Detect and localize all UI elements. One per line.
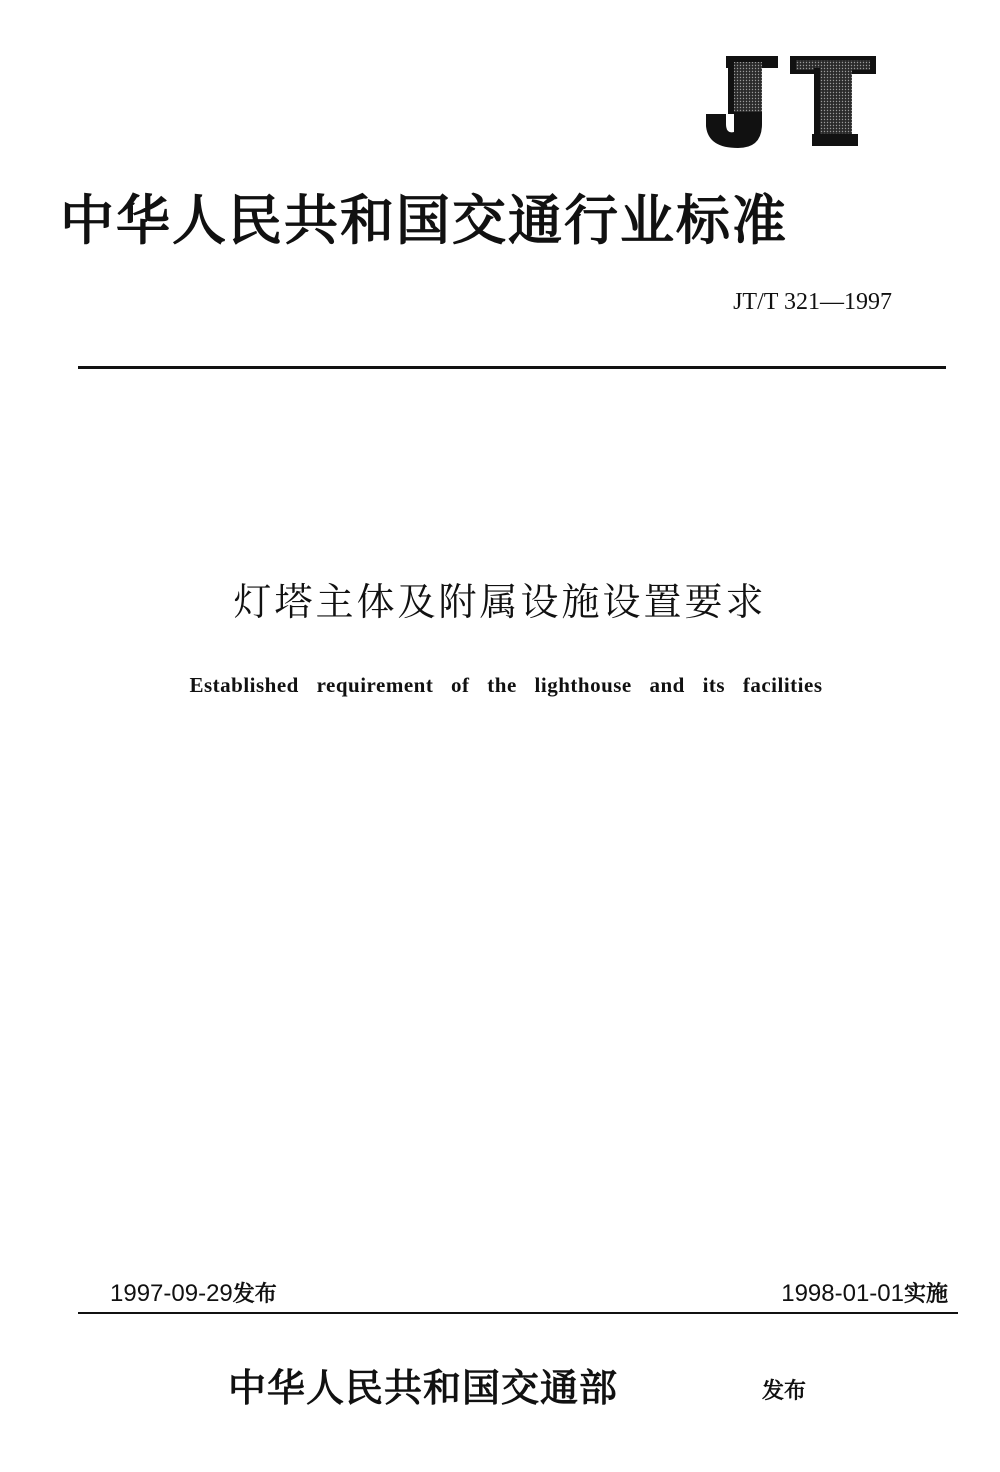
publish-label: 发布 bbox=[762, 1379, 807, 1404]
implementation-label: 实施 bbox=[903, 1282, 948, 1307]
document-title-chinese: 灯塔主体及附属设施设置要求 bbox=[233, 580, 767, 624]
document-title-english: Established requirement of the lighthouse and its facilities bbox=[189, 673, 823, 697]
footer-divider bbox=[78, 1312, 958, 1314]
issue-date-line bbox=[110, 1278, 277, 1311]
logo-letter-j bbox=[706, 56, 778, 148]
publisher-name: 中华人民共和国交通部 bbox=[228, 1365, 619, 1410]
jt-logo bbox=[700, 52, 880, 152]
standard-title: 中华人民共和国交通行业标准 bbox=[60, 188, 788, 252]
logo-letter-t bbox=[790, 56, 876, 146]
implementation-date-line bbox=[781, 1278, 948, 1311]
issue-label: 发布 bbox=[232, 1282, 277, 1307]
implementation-date: 1998-01-01 bbox=[781, 1280, 904, 1307]
issue-date: 1997-09-29 bbox=[110, 1280, 233, 1307]
header-divider bbox=[78, 366, 946, 369]
standard-code: JT/T 321—1997 bbox=[733, 289, 892, 315]
